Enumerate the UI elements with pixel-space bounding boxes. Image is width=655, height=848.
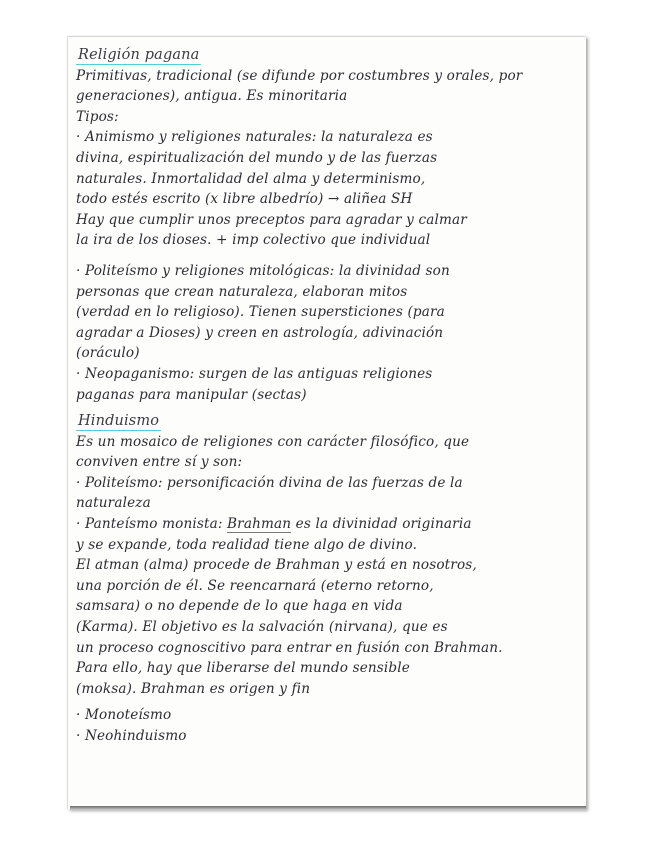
- note-line: una porción de él. Se reencarnará (eterno retorno,: [76, 577, 434, 594]
- note-line: conviven entre sí y son:: [76, 454, 243, 471]
- note-line: (moksa). Brahman es origen y fin: [76, 680, 311, 697]
- note-line: · Animismo y religiones naturales: la naturaleza es: [76, 129, 433, 146]
- note-line: · Monoteísmo: [76, 707, 172, 724]
- panteismo-rest: es la divinidad originaria: [291, 516, 472, 533]
- note-line: · Politeísmo y religiones mitológicas: la divinidad son: [76, 262, 450, 279]
- note-line: El atman (alma) procede de Brahman y está en nosotros,: [76, 557, 477, 574]
- spacer: [76, 251, 582, 261]
- panteismo-prefix: · Panteísmo monista:: [76, 516, 228, 533]
- page-shadow: [70, 806, 586, 810]
- note-line: la ira de los dioses. + imp colectivo que individual: [76, 232, 431, 249]
- note-line: Es un mosaico de religiones con carácter filosófico, que: [76, 433, 470, 450]
- note-line: · Politeísmo: personificación divina de las fuerzas de la: [76, 474, 463, 491]
- note-line: Tipos:: [76, 108, 119, 125]
- note-line: generaciones), antigua. Es minoritaria: [76, 88, 348, 105]
- note-line: Para ello, hay que liberarse del mundo sensible: [76, 660, 410, 677]
- note-line: divina, espiritualización del mundo y de las fuerzas: [76, 149, 438, 166]
- note-line: naturales. Inmortalidad del alma y determinismo,: [76, 170, 426, 187]
- note-line: y se expande, toda realidad tiene algo de divino.: [76, 536, 418, 553]
- heading-hinduismo: Hinduismo: [78, 413, 160, 430]
- notebook-page: [68, 36, 586, 809]
- note-line: · Neohinduismo: [76, 728, 187, 744]
- note-line: paganas para manipular (sectas): [76, 386, 307, 403]
- note-line: samsara) o no depende de lo que haga en vida: [76, 598, 403, 615]
- note-line: (oráculo): [76, 345, 140, 362]
- note-line: agradar a Dioses) y creen en astrología, adivinación: [76, 324, 444, 341]
- note-line: personas que crean naturaleza, elaboran mitos: [76, 283, 408, 300]
- note-line: (verdad en lo religioso). Tienen supersticiones (para: [76, 304, 445, 321]
- handwritten-notes: [76, 45, 582, 747]
- note-line: Hay que cumplir unos preceptos para agradar y calmar: [76, 211, 467, 228]
- brahman-term: Brahman: [227, 516, 292, 533]
- note-line: naturaleza: [76, 495, 151, 512]
- note-line: Primitivas, tradicional (se difunde por costumbres y orales, por: [76, 67, 523, 84]
- note-line-panteismo: [76, 514, 582, 535]
- heading-religion-pagana: Religión pagana: [78, 47, 200, 63]
- note-line: un proceso cognoscitivo para entrar en fusión con Brahman.: [76, 639, 503, 656]
- note-line: (Karma). El objetivo es la salvación (nirvana), que es: [76, 619, 448, 636]
- note-line: todo estés escrito (x libre albedrío) → aliñea SH: [76, 191, 413, 208]
- note-line: · Neopaganismo: surgen de las antiguas religiones: [76, 365, 433, 382]
